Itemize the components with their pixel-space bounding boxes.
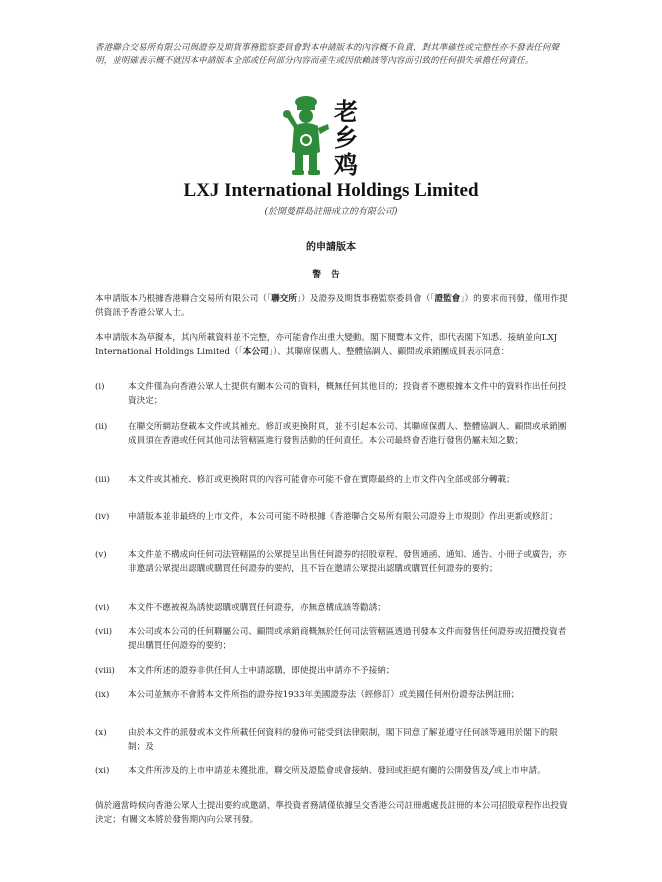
item-number: (i) — [95, 382, 105, 392]
item-number: (iii) — [95, 475, 110, 485]
company-logo — [282, 94, 382, 178]
chef-mascot-icon — [282, 94, 382, 178]
item-text: 本文件僅為向香港公眾人士提供有關本公司的資料，概無任何其他目的；投資者不應根據本文件中的資料作出任何投資決定； — [128, 382, 567, 406]
item-number: (ii) — [95, 422, 108, 432]
item-text: 本文件不應被視為誘使認購或購買任何證券，亦無意構成該等勸誘； — [128, 603, 386, 613]
item-text: 本文件所述的證券非供任何人士申請認購，即使提出申請亦不予接納； — [128, 666, 395, 676]
intro-paragraph-2: 本申請版本為草擬本，其內所載資料並不完整，亦可能會作出重大變動。閣下閱覽本文件，即代表閣下知悉、接納並向LXJ International Holdings Limited（「本公司」）、其聯席保薦人、整體協調人、顧問或承銷團成員表示同意： — [95, 333, 558, 357]
logo-char-3: 鸡 — [334, 151, 358, 178]
intro-paragraph-1: 本申請版本乃根據香港聯合交易所有限公司（「聯交所」）及證券及期貨事務監察委員會（「證監會」）的要求而刊發，僅用作提供資訊予香港公眾人士。 — [95, 294, 568, 318]
closing-paragraph: 倘於適當時候向香港公眾人士提出要約或邀請，準投資者務請僅依據呈交香港公司註冊處處長註冊的本公司招股章程作出投資決定；有關文本將於發售期內向公眾刊發。 — [95, 801, 568, 825]
item-number: (v) — [95, 550, 107, 560]
item-text: 本文件或其補充、修訂或更換附頁的內容可能會亦可能不會在實際最終的上市文件內全部或部分轉載； — [128, 475, 515, 485]
warning-heading: 警告 — [312, 270, 350, 280]
item-number: (ix) — [95, 690, 110, 700]
item-number: (xi) — [95, 766, 110, 776]
item-text: 本文件並不構成向任何司法管轄區的公眾提呈出售任何證券的招股章程、發售通函、通知、通告、小冊子或廣告，亦非邀請公眾提出認購或購買任何證券的要約，且不旨在邀請公眾提出認購或購買任何證券的要約； — [128, 550, 567, 574]
item-text: 申請版本並非最終的上市文件，本公司可能不時根據《香港聯合交易所有限公司證券上市規則》作出更新或修訂； — [128, 512, 558, 522]
logo-char-2: 乡 — [334, 124, 358, 152]
item-text: 在聯交所網站登載本文件或其補充、修訂或更換附頁，並不引起本公司、其聯席保薦人、整體協調人、顧問或承銷團成員須在香港或任何其他司法管轄區進行發售活動的任何責任。本公司最終會否進行發售仍屬未知之數； — [128, 422, 567, 446]
item-text: 由於本文件的派發或本文件所載任何資料的發佈可能受到法律限制，閣下同意了解並遵守任何該等適用於閣下的限制；及 — [128, 728, 558, 752]
item-text: 本公司並無亦不會將本文件所指的證券按1933年美國證券法（經修訂）或美國任何州份證券法例註冊； — [128, 690, 520, 700]
company-subtitle: (於開曼群島註冊成立的有限公司) — [264, 207, 398, 217]
logo-char-1: 老 — [334, 98, 358, 126]
item-number: (vi) — [95, 603, 110, 613]
item-number: (iv) — [95, 512, 110, 522]
document-title: 的申請版本 — [306, 242, 356, 253]
item-text: 本文件所涉及的上市申請並未獲批准，聯交所及證監會或會接納、發回或拒絕有關的公開發售及╱或上市申請。 — [128, 766, 546, 776]
item-number: (viii) — [95, 666, 115, 676]
item-text: 本公司或本公司的任何聯屬公司、顧問或承銷商概無於任何司法管轄區透過刊發本文件而發售任何證券或招攬投資者提出購買任何證券的要約； — [128, 627, 567, 651]
item-number: (x) — [95, 728, 107, 738]
disclaimer: 香港聯合交易所有限公司與證券及期貨事務監察委員會對本申請版本的內容概不負責，對其準確性或完整性亦不發表任何聲明，並明確表示概不就因本申請版本全部或任何部分內容而產生或因依賴該等內容而引致的任何損失承擔任何責任。 — [95, 43, 560, 66]
item-number: (vii) — [95, 627, 113, 637]
company-name: LXJ International Holdings Limited — [183, 180, 479, 201]
